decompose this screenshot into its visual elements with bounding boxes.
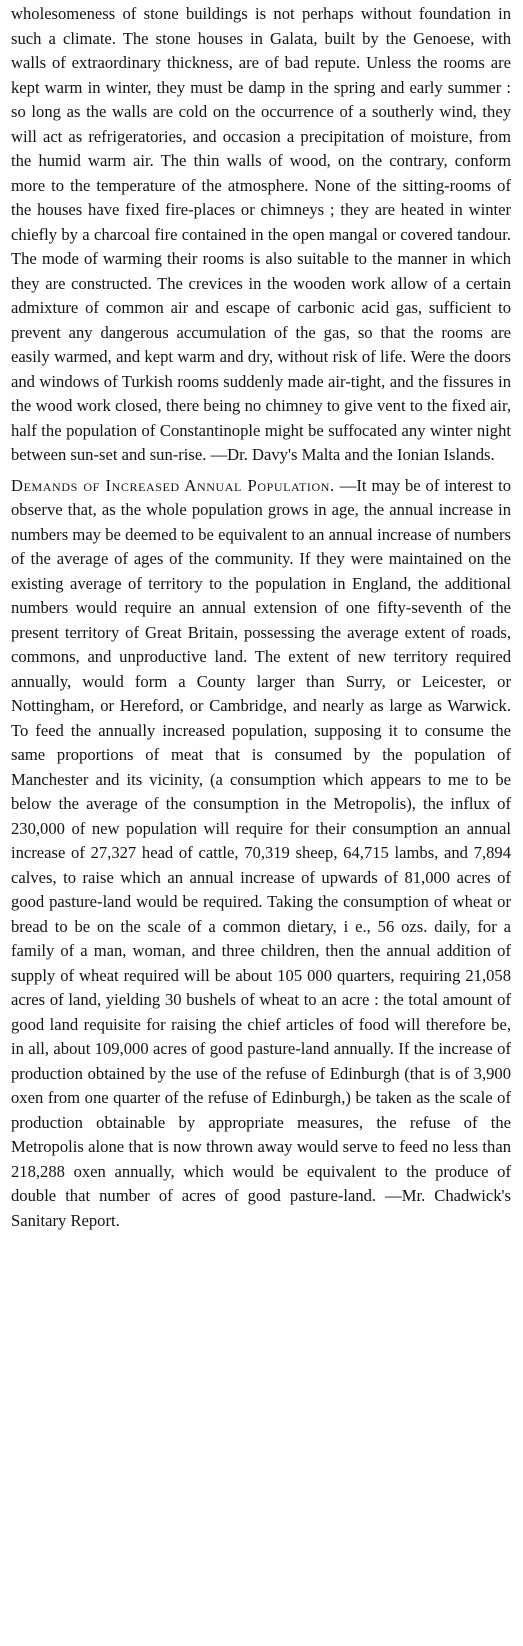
article-davy <box>11 2 511 468</box>
article-population-heading: Demands of Increased Annual Population. <box>11 475 335 495</box>
text-column <box>11 2 511 1233</box>
article-population <box>11 474 511 1234</box>
article-population-attribution: —Mr. Chadwick's Sanitary Report. <box>11 1186 511 1230</box>
article-davy-attribution: —Dr. Davy's Malta and the Ionian Islands. <box>210 445 495 464</box>
article-davy-body: wholesomeness of stone buildings is not perhaps without foundation in such a climate. The stone houses in Galata, built by the Genoese, with walls of extraordinary thickness, are of bad repute. Unless the rooms are kept warm in winter, they must be damp in the spring and early summer : so long as the walls are cold on the occurrence of a southerly wind, they will act as refrigeratories, and occasion a precipitation of moisture, from the humid warm air. The thin walls of wood, on the contrary, conform more to the temperature of the atmosphere. None of the sitting-rooms of the houses have fixed fire-places or chimneys ; they are heated in winter chiefly by a charcoal fire contained in the open mangal or covered tandour. The mode of warming their rooms is also suitable to the manner in which they are constructed. The crevices in the wooden work allow of a certain admixture of common air and escape of carbonic acid gas, sufficient to prevent any dangerous accumulation of the gas, so that the rooms are easily warmed, and kept warm and dry, without risk of life. Were the doors and windows of Turkish rooms suddenly made air-tight, and the fissures in the wood work closed, there being no chimney to give vent to the fixed air, half the population of Constantinople might be suffocated any winter night between sun-set and sun-rise. <box>11 4 511 464</box>
article-population-body: —It may be of interest to observe that, as the whole population grows in age, the annual increase in numbers may be deemed to be equivalent to an annual increase of numbers of the average of ages of the community. If they were maintained on the existing average of territory to the population in England, the additional numbers would require an annual extension of one fifty-seventh of the present territory of Great Britain, possessing the average extent of roads, commons, and unproductive land. The extent of new territory required annually, would form a County larger than Surry, or Leicester, or Nottingham, or Hereford, or Cambridge, and nearly as large as Warwick. To feed the annually increased population, supposing it to consume the same proportions of meat that is consumed by the population of Manchester and its vicinity, (a consumption which appears to me to be below the average of the consumption in the Metropolis), the influx of 230,000 of new population will require for their consumption an annual increase of 27,327 head of cattle, 70,319 sheep, 64,715 lambs, and 7,894 calves, to raise which an annual increase of upwards of 81,000 acres of good pasture-land would be required. Taking the consumption of wheat or bread to be on the scale of a common dietary, i e., 56 ozs. daily, for a family of a man, woman, and three children, then the annual addition of supply of wheat required will be about 105 000 quarters, requiring 21,058 acres of land, yielding 30 bushels of wheat to an acre : the total amount of good land requisite for raising the chief articles of food will therefore be, in all, about 109,000 acres of good pasture-land annually. If the increase of production obtained by the use of the refuse of Edinburgh (that is of 3,900 oxen from one quarter of the refuse of Edinburgh,) be taken as the scale of production obtainable by appropriate measures, the refuse of the Metropolis alone that is now thrown away would serve to feed no less than 218,288 oxen annually, which would be equivalent to the produce of double that number of acres of good pasture-land. <box>11 475 512 1205</box>
